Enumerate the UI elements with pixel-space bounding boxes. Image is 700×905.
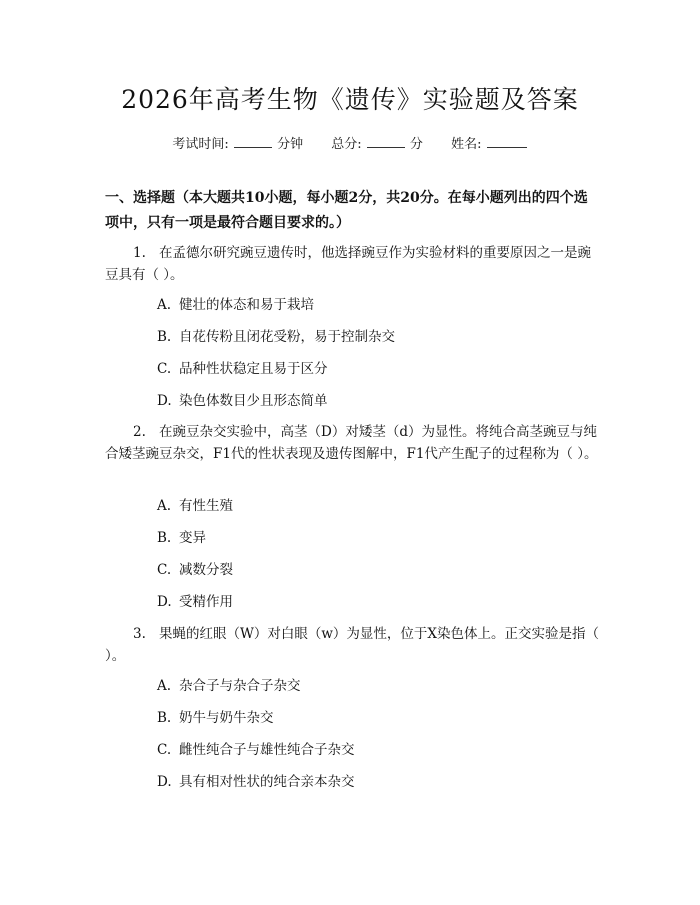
option-2d	[157, 592, 233, 612]
score-label: 总分:	[331, 137, 362, 152]
exam-meta	[0, 133, 700, 152]
question-text: 果蝇的红眼（W）对白眼（w）为显性，位于X染色体上。正交实验是指（ ）。	[105, 626, 600, 664]
option-letter: C.	[157, 742, 172, 758]
option-text: 品种性状稳定且易于区分	[179, 361, 328, 377]
name-field	[451, 133, 528, 152]
option-text: 健壮的体态和易于栽培	[179, 297, 314, 313]
question-number: 3.	[133, 626, 146, 642]
option-1a	[157, 295, 314, 315]
score-blank	[367, 135, 405, 148]
option-letter: D.	[157, 774, 172, 790]
time-unit: 分钟	[277, 137, 304, 152]
question-number: 2.	[133, 424, 146, 440]
option-2b	[157, 528, 206, 548]
option-letter: C.	[157, 361, 172, 377]
option-1d	[157, 391, 328, 411]
option-text: 奶牛与奶牛杂交	[179, 710, 274, 726]
option-letter: A.	[157, 678, 172, 694]
name-label: 姓名:	[451, 137, 482, 152]
score-field	[331, 133, 423, 152]
question-text: 在豌豆杂交实验中，高茎（D）对矮茎（d）为显性。将纯合高茎豌豆与纯合矮茎豌豆杂交，F1代的性状表现及遗传图解中，F1代产生配子的过程称为（ ）。	[105, 424, 598, 462]
option-1c	[157, 359, 328, 379]
option-letter: B.	[157, 530, 172, 546]
option-3d	[157, 772, 355, 792]
option-text: 减数分裂	[179, 562, 233, 578]
time-blank	[234, 135, 272, 148]
question-2	[105, 421, 600, 465]
time-label: 考试时间:	[172, 137, 229, 152]
option-letter: D.	[157, 393, 172, 409]
option-text: 雌性纯合子与雄性纯合子杂交	[179, 742, 355, 758]
option-letter: A.	[157, 498, 172, 514]
option-letter: B.	[157, 329, 172, 345]
time-field	[172, 133, 303, 152]
score-unit: 分	[409, 137, 423, 152]
option-3c	[157, 740, 355, 760]
option-letter: A.	[157, 297, 172, 313]
option-text: 杂合子与杂合子杂交	[179, 678, 301, 694]
option-text: 变异	[179, 530, 206, 546]
option-3a	[157, 676, 301, 696]
option-letter: D.	[157, 594, 172, 610]
page-title: 2026年高考生物《遗传》实验题及答案	[121, 85, 579, 114]
question-number: 1.	[133, 245, 146, 261]
option-letter: B.	[157, 710, 172, 726]
option-2c	[157, 560, 233, 580]
option-text: 受精作用	[179, 594, 233, 610]
option-text: 有性生殖	[179, 498, 233, 514]
section-heading: 一、选择题（本大题共10小题，每小题2分，共20分。在每小题列出的四个选项中，只有一项是最符合题目要求的。）	[105, 190, 588, 231]
option-3b	[157, 708, 274, 728]
option-2a	[157, 496, 233, 516]
option-text: 染色体数目少且形态简单	[179, 393, 328, 409]
name-blank	[487, 135, 527, 148]
question-3	[105, 623, 600, 667]
question-1	[105, 242, 600, 286]
option-text: 自花传粉且闭花受粉，易于控制杂交	[179, 329, 395, 345]
option-letter: C.	[157, 562, 172, 578]
question-text: 在孟德尔研究豌豆遗传时，他选择豌豆作为实验材料的重要原因之一是豌豆具有（ ）。	[105, 245, 591, 283]
option-text: 具有相对性状的纯合亲本杂交	[179, 774, 355, 790]
option-1b	[157, 327, 395, 347]
